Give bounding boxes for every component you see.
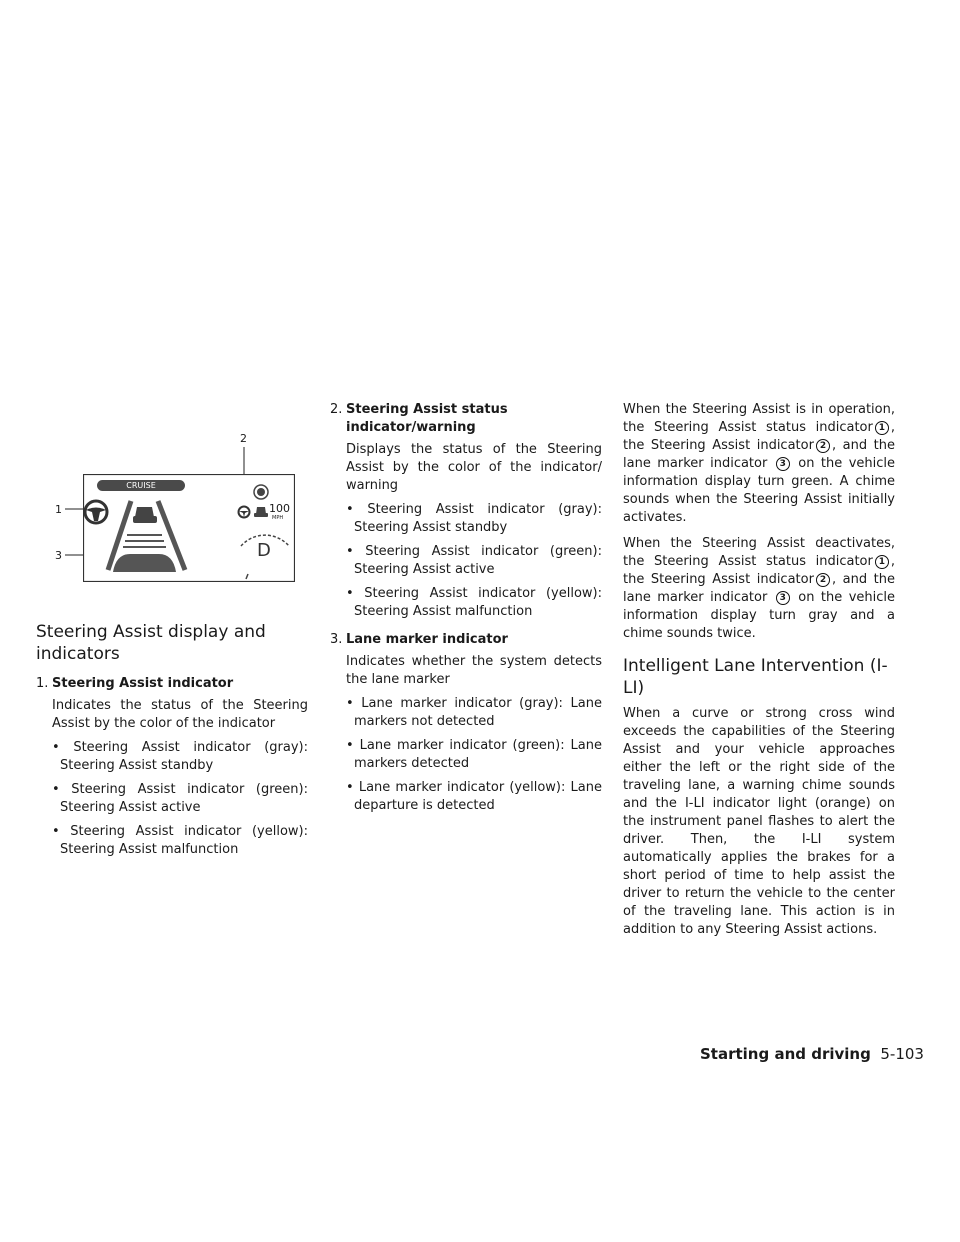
list-bullet: • Steering Assist indicator (green): Steering Assist active [330,543,602,579]
page-footer [700,1045,924,1063]
callout-2: 2 [240,432,247,445]
footer-section: Starting and driving [700,1045,871,1063]
item-title: Steering Assist indicator [52,676,234,691]
list-bullet: • Lane marker indicator (yellow): Lane departure is detected [330,779,602,815]
list-bullet: • Steering Assist indicator (gray): Steering Assist standby [36,739,308,775]
list-bullet: • Steering Assist indicator (yellow): Steering Assist malfunction [36,823,308,859]
steering-wheel-icon [85,501,107,523]
speed-unit: MPH [272,515,284,521]
callout-1: 1 [55,503,62,516]
callout-circle-icon: 3 [776,457,790,471]
acc-indicator-icon [254,485,268,499]
speed-value: 100 [269,502,290,515]
callout-circle-icon: 2 [816,573,830,587]
list-bullet: • Lane marker indicator (green): Lane markers detected [330,737,602,773]
list-bullet: • Steering Assist indicator (gray): Steering Assist standby [330,501,602,537]
callout-3: 3 [55,549,62,562]
callout-circle-icon: 2 [816,439,830,453]
section-heading: Intelligent Lane Intervention (I-LI) [623,656,888,698]
list-bullet: • Steering Assist indicator (green): Steering Assist active [36,781,308,817]
item-title: Lane marker indicator [346,632,508,647]
list-bullet: • Lane marker indicator (gray): Lane markers not detected [330,695,602,731]
paragraph-ili: When a curve or strong cross wind exceeds the capabilities of the Steering Assist and your vehicle approaches either the left or the right side of the traveling lane, a warning chime sounds and the I-LI indicator light (orange) on the instrument panel flashes to alert the driver. Then, the I-LI system automatically applies the brakes for a short period of time to help assist the driver to return the vehicle to the center of the traveling lane. This action is in addition to any Steering Assist actions. [623,706,895,937]
column-2 [330,401,602,815]
item-description: Displays the status of the Steering Assist by the color of the indicator/ warning [346,442,602,493]
column-1 [36,621,308,859]
own-car-icon [113,554,176,572]
page-number: 5-103 [880,1045,924,1063]
cruise-label: CRUISE [126,481,156,490]
gear-indicator: D [257,540,271,561]
steering-status-indicator-icon [239,507,250,518]
section-heading: Steering Assist display and indicators [36,622,266,664]
callout-circle-icon: 1 [875,421,889,435]
list-item: 3. Lane marker indicator [330,632,508,647]
paragraph-operation: When the Steering Assist is in operation, the Steering Assist status indicator 1 , the Steering Assist indicator 2 , and the lane marker indicator 3 on the vehicle information display turn green. A chime sounds when the Steering Assist initially activates. [623,402,896,525]
callout-circle-icon: 1 [875,555,889,569]
column-3 [623,401,895,939]
steering-assist-display-figure [83,474,295,582]
list-item: 2. Steering Assist status indicator/warning [330,401,602,437]
item-title: Steering Assist status indicator/warning [346,402,508,435]
list-item: 1. Steering Assist indicator [36,676,234,691]
item-description: Indicates whether the system detects the lane marker [346,654,602,687]
item-description: Indicates the status of the Steering Assist by the color of the indicator [52,698,308,731]
paragraph-deactivation: When the Steering Assist deactivates, the Steering Assist status indicator 1 , the Steering Assist indicator 2 , and the lane marker indicator 3 on the vehicle information display turn gray and a chime sounds twice. [623,536,896,641]
list-bullet: • Steering Assist indicator (yellow): Steering Assist malfunction [330,585,602,621]
callout-circle-icon: 3 [776,591,790,605]
